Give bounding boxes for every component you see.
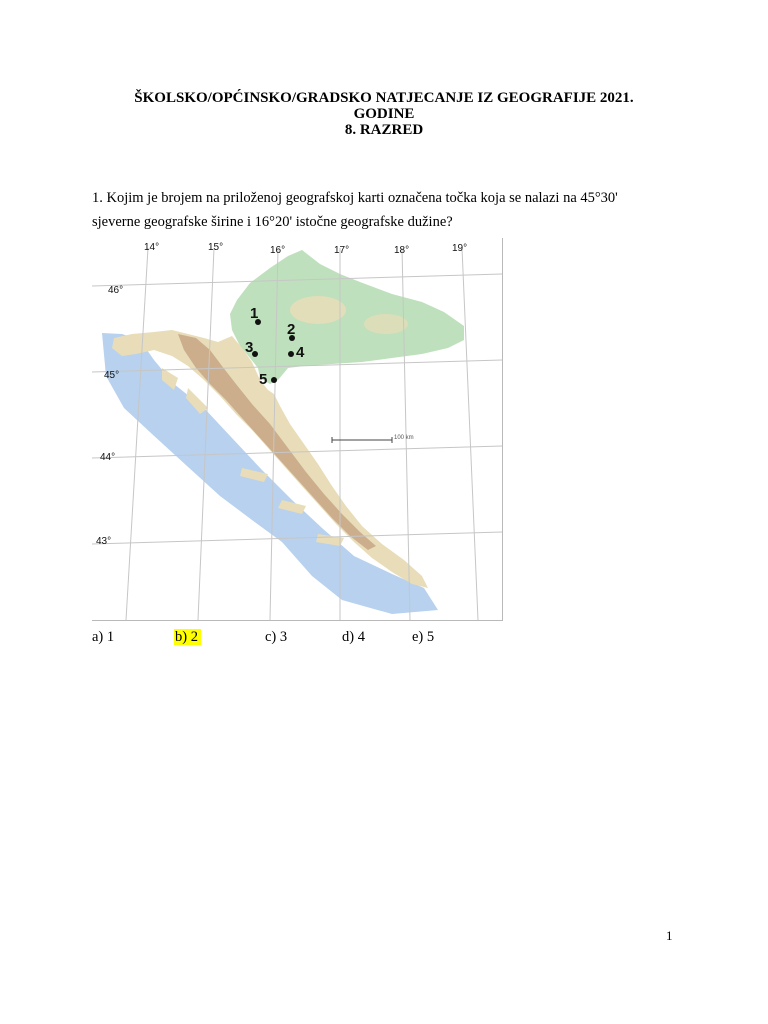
- map-graphic: [92, 238, 502, 620]
- upland-north: [290, 296, 346, 324]
- answer-option-c[interactable]: [265, 629, 287, 646]
- point-label-2: 2: [287, 321, 296, 338]
- answer-option-a[interactable]: [92, 629, 114, 646]
- answer-label: c) 3: [265, 629, 288, 645]
- longitude-label: 17°: [334, 245, 350, 256]
- croatia-map: [92, 238, 503, 621]
- answer-options: [0, 629, 768, 649]
- longitude-label: 16°: [270, 245, 286, 256]
- answer-label: a) 1: [92, 629, 115, 645]
- question-line-2: sjeverne geografske širine i 16°20' istočne geografske dužine?: [92, 214, 453, 230]
- title-line-3: 8. RAZRED: [344, 122, 424, 138]
- longitude-label: 14°: [144, 242, 160, 253]
- answer-option-b[interactable]: [174, 629, 201, 646]
- title-line-1: ŠKOLSKO/OPĆINSKO/GRADSKO NATJECANJE IZ GEOGRAFIJE 2021.: [134, 90, 634, 106]
- scale-bar: [332, 437, 392, 443]
- longitude-label: 18°: [394, 245, 410, 256]
- point-label-3: 3: [245, 339, 254, 356]
- scale-label: 100 km: [394, 435, 414, 441]
- answer-label: d) 4: [342, 629, 365, 645]
- point-marker-4: [288, 351, 294, 357]
- upland-east: [364, 314, 408, 334]
- latitude-label: 44°: [100, 452, 116, 463]
- question-line-1: 1. Kojim je brojem na priloženoj geografskoj karti označena točka koja se nalazi na 45°30': [92, 190, 618, 206]
- longitude-label: 19°: [452, 243, 468, 254]
- answer-option-e[interactable]: [412, 629, 434, 646]
- latitude-label: 43°: [96, 536, 112, 547]
- latitude-label: 45°: [104, 370, 120, 381]
- point-marker-5: [271, 377, 277, 383]
- longitude-label: 15°: [208, 242, 224, 253]
- point-label-5: 5: [259, 371, 268, 388]
- point-label-1: 1: [250, 305, 259, 322]
- title-line-2: GODINE: [353, 106, 415, 122]
- answer-label: e) 5: [412, 629, 435, 645]
- answer-option-d[interactable]: [342, 629, 365, 646]
- landmass-north: [230, 250, 464, 384]
- point-label-4: 4: [296, 344, 305, 361]
- answer-label-highlighted: b) 2: [174, 629, 201, 645]
- latitude-label: 46°: [108, 285, 124, 296]
- page-number: 1: [666, 928, 673, 943]
